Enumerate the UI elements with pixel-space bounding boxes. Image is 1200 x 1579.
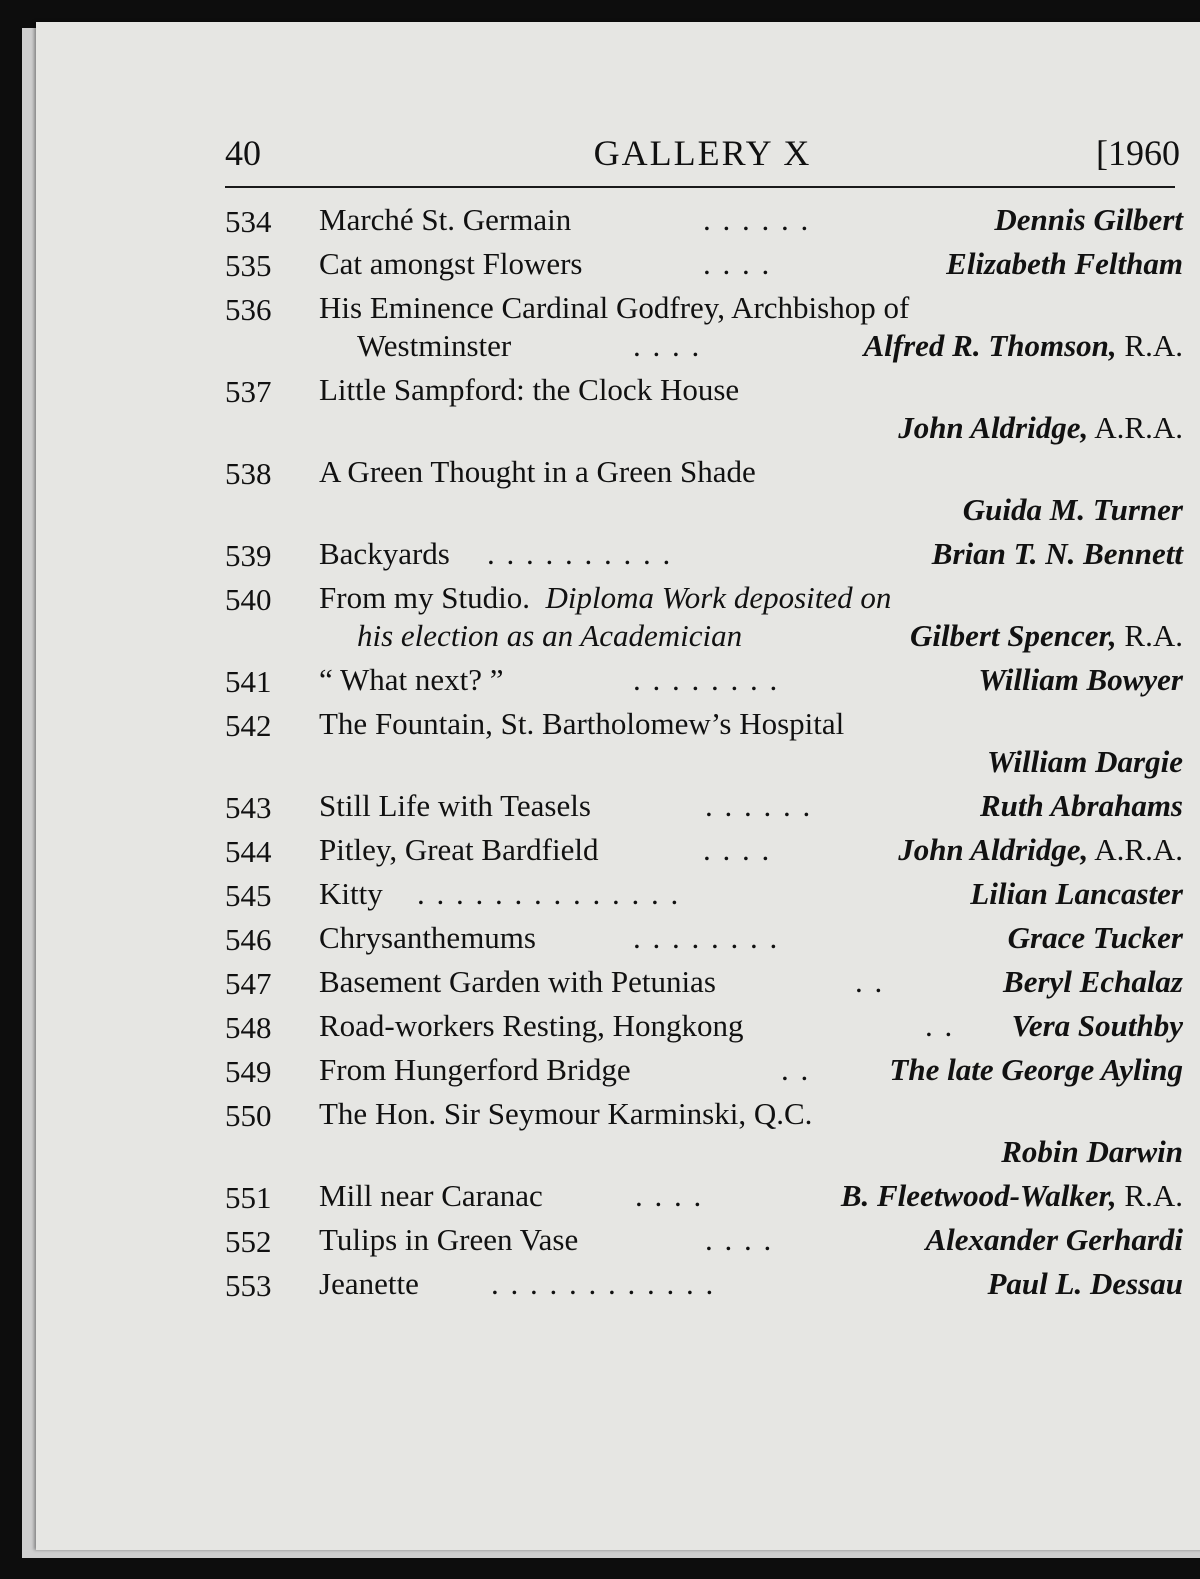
entry-artist: William Bowyer [978, 662, 1183, 697]
entry-artist: Elizabeth Feltham [946, 246, 1183, 281]
entry-number: 548 [225, 1010, 272, 1045]
entry-title: Cat amongst Flowers [319, 246, 583, 281]
entry-number: 544 [225, 834, 272, 869]
catalogue-entry [225, 828, 1183, 872]
entry-artist: William Dargie [986, 744, 1183, 779]
gallery-title: GALLERY X [593, 133, 812, 173]
entry-number: 547 [225, 966, 272, 1001]
catalogue-entry [225, 1092, 1183, 1174]
leader-dots: . . . . . . [705, 788, 813, 823]
year-marker: [1960 [1096, 133, 1180, 173]
leader-dots: . . . . [633, 328, 702, 363]
catalogue-entry [225, 450, 1183, 532]
entry-number: 542 [225, 708, 272, 743]
catalogue-entry [225, 198, 1183, 242]
catalogue-entry [225, 784, 1183, 828]
entry-artist: Ruth Abrahams [979, 788, 1183, 823]
entry-title: Backyards [319, 536, 450, 571]
leader-dots: . . . . [703, 832, 772, 867]
catalogue-entry [225, 658, 1183, 702]
entry-title: His Eminence Cardinal Godfrey, Archbishop of [319, 290, 910, 325]
entry-number: 535 [225, 248, 272, 283]
entry-title: Jeanette [319, 1266, 419, 1301]
entry-number: 551 [225, 1180, 272, 1215]
entry-artist: B. Fleetwood-Walker, R.A. [840, 1178, 1183, 1213]
entry-artist: Alfred R. Thomson, R.A. [863, 328, 1183, 363]
entry-title: Kitty [319, 876, 383, 911]
leader-dots: . . . . [635, 1178, 704, 1213]
entry-artist: Dennis Gilbert [994, 202, 1183, 237]
entry-title: Road-workers Resting, Hongkong [319, 1008, 744, 1043]
entry-artist: Vera Southby [1011, 1008, 1183, 1043]
entry-artist: Robin Darwin [1001, 1134, 1183, 1169]
entry-number: 538 [225, 456, 272, 491]
entry-artist: John Aldridge, A.R.A. [898, 410, 1183, 445]
catalogue-entry [225, 1048, 1183, 1092]
entry-number: 541 [225, 664, 272, 699]
entry-artist: Paul L. Dessau [987, 1266, 1183, 1301]
entry-title: “ What next? ” [319, 662, 504, 697]
entry-artist: The late George Ayling [889, 1052, 1183, 1087]
entry-title: A Green Thought in a Green Shade [319, 454, 756, 489]
catalogue-entry [225, 286, 1183, 368]
catalogue-entry [225, 532, 1183, 576]
leader-dots: . . . . [703, 246, 772, 281]
entry-artist: John Aldridge, A.R.A. [898, 832, 1183, 867]
catalogue-entry [225, 960, 1183, 1004]
leader-dots: . . . . . . . . . . [487, 536, 673, 571]
entry-title: Basement Garden with Petunias [319, 964, 716, 999]
catalogue-entry [225, 1262, 1183, 1306]
entry-number: 549 [225, 1054, 272, 1089]
page-number: 40 [225, 133, 261, 173]
entry-number: 543 [225, 790, 272, 825]
entry-number: 553 [225, 1268, 272, 1303]
entry-artist: Grace Tucker [1007, 920, 1183, 955]
entry-title: The Fountain, St. Bartholomew’s Hospital [319, 706, 845, 741]
entry-title: Still Life with Teasels [319, 788, 591, 823]
catalogue-entry [225, 702, 1183, 784]
running-head [225, 132, 1180, 172]
entry-title: Mill near Caranac [319, 1178, 543, 1213]
leader-dots: . . . . . . . . . . . . [491, 1266, 716, 1301]
catalogue-entry [225, 916, 1183, 960]
entry-title: Marché St. Germain [319, 202, 572, 237]
entry-title: Tulips in Green Vase [319, 1222, 579, 1257]
entry-title: Little Sampford: the Clock House [319, 372, 740, 407]
leader-dots: . . . . [705, 1222, 774, 1257]
entry-artist: Alexander Gerhardi [925, 1222, 1183, 1257]
leader-dots: . . . . . . . . . . . . . . [417, 876, 681, 911]
leader-dots: . . [855, 964, 885, 999]
catalogue-entry [225, 576, 1183, 658]
diploma-note: Diploma Work deposited on [545, 580, 892, 615]
entry-title: From my Studio. Diploma Work deposited on [319, 580, 892, 615]
entry-number: 534 [225, 204, 272, 239]
entry-number: 539 [225, 538, 272, 573]
entry-title: The Hon. Sir Seymour Karminski, Q.C. [319, 1096, 813, 1131]
catalogue-list [225, 198, 1183, 1306]
diploma-note-continued: his election as an Academician [357, 618, 743, 653]
entry-number: 546 [225, 922, 272, 957]
leader-dots: . . . . . . . . [633, 920, 780, 955]
entry-artist: Gilbert Spencer, R.A. [910, 618, 1183, 653]
entry-artist: Guida M. Turner [962, 492, 1183, 527]
leader-dots: . . . . . . [703, 202, 811, 237]
entry-number: 550 [225, 1098, 272, 1133]
entry-number: 552 [225, 1224, 272, 1259]
entry-artist: Lilian Lancaster [970, 876, 1183, 911]
entry-title: Chrysanthemums [319, 920, 536, 955]
entry-artist: Beryl Echalaz [1003, 964, 1183, 999]
catalogue-entry [225, 242, 1183, 286]
entry-number: 537 [225, 374, 272, 409]
header-rule [225, 186, 1175, 188]
catalogue-entry [225, 368, 1183, 450]
entry-number: 536 [225, 292, 272, 327]
entry-number: 545 [225, 878, 272, 913]
catalogue-entry [225, 1218, 1183, 1262]
catalogue-entry [225, 1004, 1183, 1048]
entry-title: From Hungerford Bridge [319, 1052, 631, 1087]
catalogue-entry [225, 872, 1183, 916]
entry-number: 540 [225, 582, 272, 617]
entry-title: Pitley, Great Bardfield [319, 832, 599, 867]
entry-title-continued: Westminster [357, 328, 512, 363]
leader-dots: . . [781, 1052, 811, 1087]
leader-dots: . . . . . . . . [633, 662, 780, 697]
catalogue-entry [225, 1174, 1183, 1218]
entry-artist: Brian T. N. Bennett [931, 536, 1183, 571]
leader-dots: . . [925, 1008, 955, 1043]
